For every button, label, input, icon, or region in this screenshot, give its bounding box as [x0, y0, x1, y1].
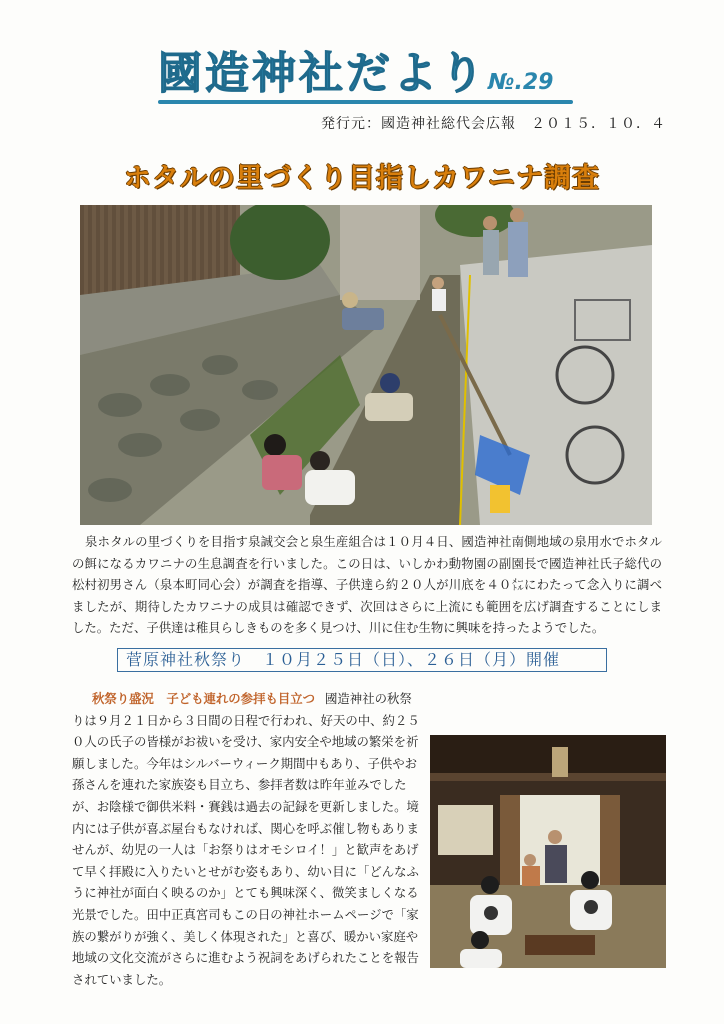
masthead	[158, 46, 588, 108]
stream-survey-illustration	[80, 205, 652, 525]
issue-number: №.29	[488, 70, 554, 95]
masthead-underline	[158, 100, 573, 104]
article2-subhead: 秋祭り盛況 子ども連れの参拝も目立つ	[92, 691, 316, 706]
event-banner: 菅原神社秋祭り １０月２５日（日）、２６日（月）開催	[117, 648, 607, 672]
article2	[72, 688, 664, 987]
photo-wrap-space	[424, 736, 664, 976]
article-headline: ホタルの里づくり目指しカワニナ調査	[124, 163, 600, 194]
photo-wrap-space	[424, 688, 664, 736]
article1-body: 泉ホタルの里づくりを目指す泉誠交会と泉生産組合は１０月４日、國造神社南側地域の泉用水でホタルの餌になるカワニナの生息調査を行いました。この日は、いしかわ動物園の副園長で國造神社氏子総代の松村初男さん（泉本町同心会）が調査を指導、子供達ら約２０人が川底を４０㍍にわたって念入りに調べましたが、期待したカワニナの成貝は確認できず、次回はさらに上流にも範囲を広げ調査することにしました。ただ、子供達は稚貝らしきものを多く見つけ、川に住む生物に興味を持ったようでした。	[72, 534, 662, 635]
issuer-line: 発行元：國造神社総代会広報 ２０１５．１０．４	[321, 116, 666, 132]
stream-survey-photo	[80, 205, 652, 525]
newsletter-title: 國造神社だより	[158, 48, 487, 99]
article2-body: 國造神社の秋祭りは９月２１日から３日間の日程で行われ、好天の中、約２５０人の氏子の皆様がお祓いを受け、家内安全や地域の繁栄を祈願しました。今年はシルバーウィーク期間中もあり、子供やお孫さんを連れた家族姿も目立ち、参拝者数は昨年並みでしたが、お陰様で御供米料・賽銭は過去の記録を更新しました。境内には子供が喜ぶ屋台もなければ、関心を呼ぶ催し物もありませんが、幼児の一人は「お祭りはオモシロイ！」と歓声をあげて早く拝殿に入りたいとせがむ姿もあり、幼い目に「どんなふうに神社が面白く映るのか」とても興味深く、微笑ましくなる光景でした。田中正真宮司もこの日の神社ホームページで「家族の繋がりが強く、美しく体現された」と喜び、暖かい家庭や地域の文化交流がさらに進むよう祝詞をあげられたことを報告されていました。	[72, 691, 420, 987]
